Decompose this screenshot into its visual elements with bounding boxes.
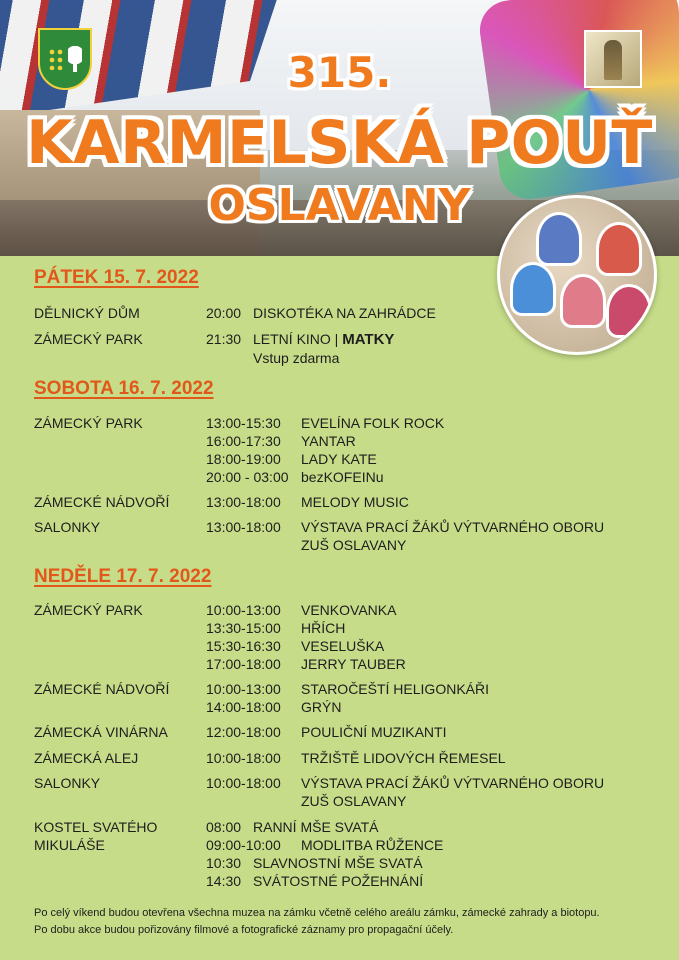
time: 10:00-18:00 <box>206 775 281 791</box>
time: 10:00-18:00 <box>206 750 281 766</box>
footer-note-recording: Po dobu akce budou pořizovány filmové a fotografické záznamy pro propagační účely. <box>34 924 454 936</box>
event: GRÝN <box>301 699 342 715</box>
time: 13:00-18:00 <box>206 519 281 535</box>
event: DISKOTÉKA NA ZAHRÁDCE <box>253 305 436 321</box>
time: 16:00-17:30 <box>206 433 281 449</box>
time: 13:00-18:00 <box>206 494 281 510</box>
venue-label: ZÁMECKÝ PARK <box>34 602 143 618</box>
event: SVÁTOSTNÉ POŽEHNÁNÍ <box>253 873 424 889</box>
time: 13:30-15:00 <box>206 620 281 636</box>
event: VENKOVANKA <box>301 602 397 618</box>
event: SLAVNOSTNÍ MŠE SVATÁ <box>253 855 423 871</box>
time: 18:00-19:00 <box>206 451 281 467</box>
event: JERRY TAUBER <box>301 656 406 672</box>
day-heading-sunday: NEDĚLE 17. 7. 2022 <box>34 566 212 587</box>
event: STAROČEŠTÍ HELIGONKÁŘI <box>301 681 489 697</box>
venue-label: ZÁMECKÁ VINÁRNA <box>34 724 168 740</box>
time: 08:00 <box>206 819 242 835</box>
film-title: MATKY <box>342 331 395 348</box>
event-title: KARMELSKÁ POUŤ <box>26 108 653 178</box>
town-name: OSLAVANY <box>208 180 471 231</box>
event: LADY KATE <box>301 451 377 467</box>
event: ZUŠ OSLAVANY <box>301 537 407 553</box>
event: Vstup zdarma <box>253 350 340 366</box>
event: VÝSTAVA PRACÍ ŽÁKŮ VÝTVARNÉHO OBORU <box>301 519 605 535</box>
venue-label: SALONKY <box>34 775 101 791</box>
day-heading-saturday: SOBOTA 16. 7. 2022 <box>34 378 214 399</box>
time: 13:00-15:30 <box>206 415 281 431</box>
footer-note-museums: Po celý víkend budou otevřena všechna muzea na zámku včetně celého areálu zámku, zámecké zahrady a biotopu. <box>34 907 600 919</box>
event: HŘÍCH <box>301 620 346 636</box>
event: MELODY MUSIC <box>301 494 409 510</box>
event: VÝSTAVA PRACÍ ŽÁKŮ VÝTVARNÉHO OBORU <box>301 775 605 791</box>
time: 10:00-13:00 <box>206 681 281 697</box>
time <box>206 349 253 367</box>
time: 17:00-18:00 <box>206 656 281 672</box>
event: RANNÍ MŠE SVATÁ <box>253 819 379 835</box>
venue-label: ZÁMECKÁ ALEJ <box>34 750 139 766</box>
venue-label: SALONKY <box>34 519 101 535</box>
time: 20:00 - 03:00 <box>206 469 289 485</box>
time: 12:00-18:00 <box>206 724 281 740</box>
event: EVELÍNA FOLK ROCK <box>301 415 445 431</box>
event: LETNÍ KINO | <box>253 331 343 347</box>
time: 10:00-13:00 <box>206 602 281 618</box>
event: MODLITBA RŮŽENCE <box>301 837 444 853</box>
time: 20:00 <box>206 305 242 321</box>
edition-number: 315. <box>287 48 392 97</box>
time: 14:30 <box>206 873 242 889</box>
event: YANTAR <box>301 433 356 449</box>
venue-label: ZÁMECKÝ PARK <box>34 331 143 347</box>
event: ZUŠ OSLAVANY <box>301 793 407 809</box>
event: bezKOFEINu <box>301 469 384 485</box>
time: 14:00-18:00 <box>206 699 281 715</box>
time: 15:30-16:30 <box>206 638 281 654</box>
time <box>206 536 301 554</box>
event: VESELUŠKA <box>301 638 385 654</box>
venue-label: ZÁMECKÉ NÁDVOŘÍ <box>34 494 170 510</box>
venue-label: KOSTEL SVATÉHO MIKULÁŠE <box>34 819 158 853</box>
event: TRŽIŠTĚ LIDOVÝCH ŘEMESEL <box>301 750 506 766</box>
time: 10:30 <box>206 855 242 871</box>
venue-label: ZÁMECKÝ PARK <box>34 415 143 431</box>
gingerbread-hearts-image <box>497 195 657 355</box>
time: 09:00-10:00 <box>206 837 281 853</box>
event: POULIČNÍ MUZIKANTI <box>301 724 447 740</box>
venue-label: ZÁMECKÉ NÁDVOŘÍ <box>34 681 170 697</box>
day-heading-friday: PÁTEK 15. 7. 2022 <box>34 267 199 288</box>
time <box>206 792 301 810</box>
time: 21:30 <box>206 331 242 347</box>
venue-label: DĚLNICKÝ DŮM <box>34 305 140 321</box>
